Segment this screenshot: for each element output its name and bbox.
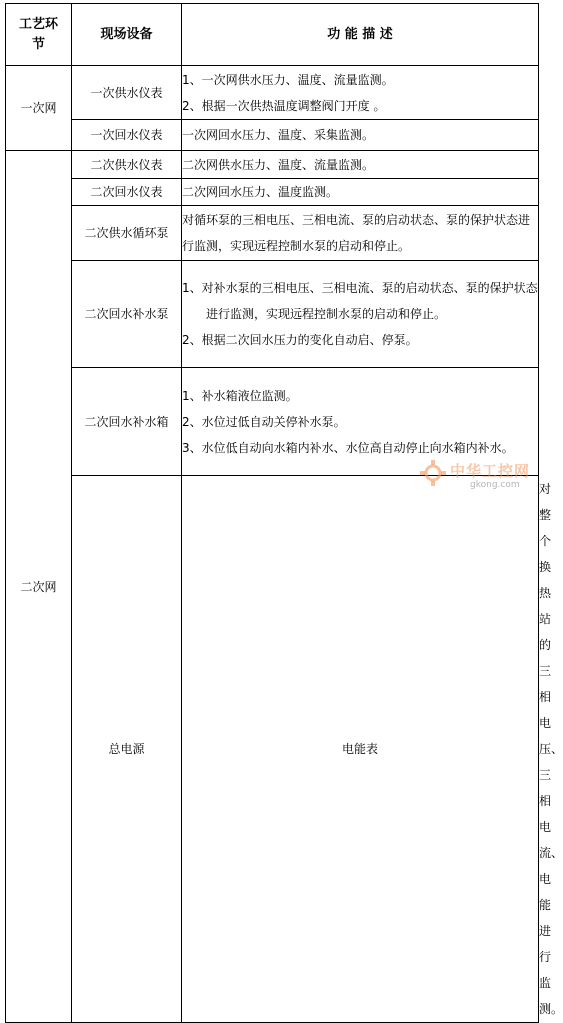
- desc-makeup-pump: [182, 261, 539, 368]
- device-makeup-pump: 二次回水补水泵: [72, 261, 182, 368]
- device-power-meter: 电能表: [182, 476, 539, 1023]
- function-table: [5, 3, 563, 1023]
- header-device: 现场设备: [72, 4, 182, 66]
- table-row: [6, 66, 539, 120]
- table-row: [6, 179, 539, 206]
- desc-line: 2、根据一次供热温度调整阀门开度 。: [182, 98, 386, 113]
- desc-makeup-tank: [182, 368, 539, 476]
- desc-line: 3、水位低自动向水箱内补水、水位高自动停止向水箱内补水。: [182, 440, 514, 455]
- device-secondary-supply: 二次供水仪表: [72, 151, 182, 179]
- table-row: [6, 261, 539, 368]
- desc-secondary-return: 二次网回水压力、温度监测。: [182, 179, 539, 206]
- header-description: 功 能 描 述: [182, 4, 539, 66]
- watermark-url: gkong.com: [470, 480, 520, 490]
- desc-line: 2、根据二次回水压力的变化自动启、停泵。: [182, 333, 418, 347]
- table-row: [6, 120, 539, 151]
- desc-line: 1、对补水泵的三相电压、三相电流、泵的启动状态、泵的保护状态进行监测，实现远程控制水泵的启动和停止。: [182, 281, 538, 321]
- header-row: [6, 4, 539, 66]
- section-secondary: 二次网: [6, 151, 72, 1023]
- table-row: [6, 368, 539, 476]
- device-circulation-pump: 二次供水循环泵: [72, 206, 182, 261]
- device-primary-supply: 一次供水仪表: [72, 66, 182, 120]
- desc-line: 1、一次网供水压力、温度、流量监测。: [182, 72, 394, 87]
- desc-line: 2、水位过低自动关停补水泵。: [182, 414, 346, 429]
- section-power: 总电源: [72, 476, 182, 1023]
- device-secondary-return: 二次回水仪表: [72, 179, 182, 206]
- desc-primary-return: 一次网回水压力、温度、采集监测。: [182, 120, 539, 151]
- watermark-text: 中华工控网: [450, 462, 531, 480]
- desc-primary-supply: [182, 66, 539, 120]
- header-section: 工艺环节: [6, 4, 72, 66]
- table-row: 总电源 电能表 对整个换热站的三相电压、三相电流、电能进行监测。: [6, 476, 539, 1023]
- table-row: [6, 206, 539, 261]
- table-row: [6, 151, 539, 179]
- desc-circulation-pump: 对循环泵的三相电压、三相电流、泵的启动状态、泵的保护状态进行监测，实现远程控制水泵的启动和停止。: [182, 206, 539, 261]
- section-primary: 一次网: [6, 66, 72, 151]
- desc-line: 1、补水箱液位监测。: [182, 388, 298, 403]
- device-makeup-tank: 二次回水补水箱: [72, 368, 182, 476]
- device-primary-return: 一次回水仪表: [72, 120, 182, 151]
- desc-secondary-supply: 二次网供水压力、温度、流量监测。: [182, 151, 539, 179]
